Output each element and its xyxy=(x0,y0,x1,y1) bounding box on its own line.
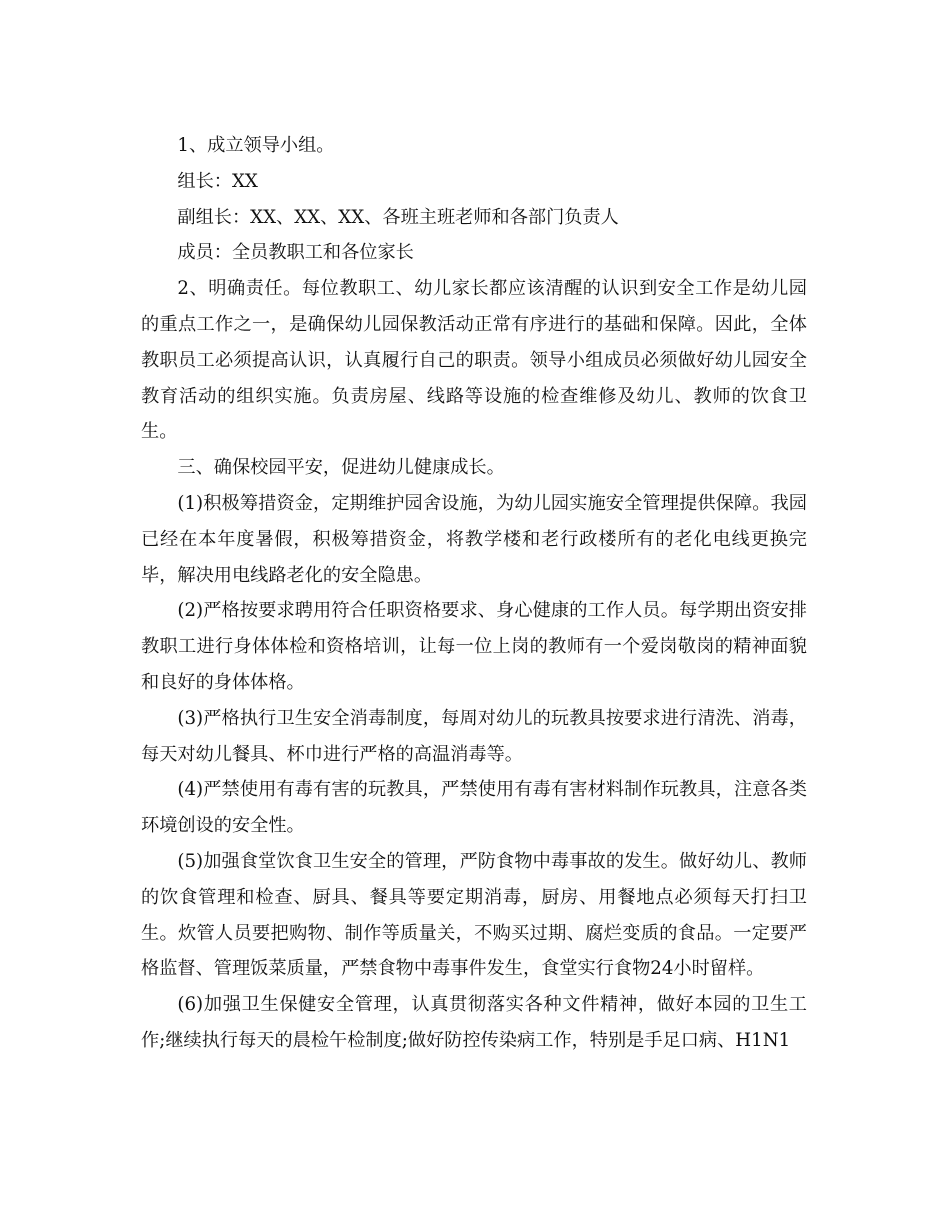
paragraph-item-4: (4)严禁使用有毒有害的玩教具，严禁使用有毒有害材料制作玩教具，注意各类环境创设的安全性。 xyxy=(141,779,807,837)
document-body xyxy=(141,128,807,1059)
paragraph-heading-1: 1、成立领导小组。 xyxy=(177,135,335,156)
paragraph-section-3: 三、确保校园平安，促进幼儿健康成长。 xyxy=(177,457,505,479)
paragraph-responsibility: 2、明确责任。每位教职工、幼儿家长都应该清醒的认识到安全工作是幼儿园的重点工作之一，是确保幼儿园保教活动正常有序进行的基础和保障。因此，全体教职员工必须提高认识，认真履行自己的职责。领导小组成员必须做好幼儿园安全教育活动的组织实施。负责房屋、线路等设施的检查维修及幼儿、教师的饮食卫生。 xyxy=(141,278,807,443)
paragraph-item-1: (1)积极筹措资金，定期维护园舍设施，为幼儿园实施安全管理提供保障。我园已经在本年度暑假，积极筹措资金，将教学楼和老行政楼所有的老化电线更换完毕，解决用电线路老化的安全隐患。 xyxy=(141,492,807,586)
paragraph-item-6: (6)加强卫生保健安全管理，认真贯彻落实各种文件精神，做好本园的卫生工作;继续执行每天的晨检午检制度;做好防控传染病工作，特别是手足口病、H1N1 xyxy=(141,994,807,1051)
paragraph-item-5: (5)加强食堂饮食卫生安全的管理，严防食物中毒事故的发生。做好幼儿、教师的饮食管理和检查、厨具、餐具等要定期消毒，厨房、用餐地点必须每天打扫卫生。炊管人员要把购物、制作等质量关，不购买过期、腐烂变质的食品。一定要严格监督、管理饭菜质量，严禁食物中毒事件发生，食堂实行食物24小时留样。 xyxy=(141,850,807,980)
paragraph-members: 成员：全员教职工和各位家长 xyxy=(177,242,414,264)
paragraph-group-leader: 组长：XX xyxy=(177,170,258,192)
paragraph-deputy-leader: 副组长：XX、XX、XX、各班主班老师和各部门负责人 xyxy=(177,206,619,228)
paragraph-item-2: (2)严格按要求聘用符合任职资格要求、身心健康的工作人员。每学期出资安排教职工进行身体体检和资格培训，让每一位上岗的教师有一个爱岗敬岗的精神面貌和良好的身体体格。 xyxy=(141,600,807,693)
paragraph-item-3: (3)严格执行卫生安全消毒制度，每周对幼儿的玩教具按要求进行清洗、消毒，每天对幼儿餐具、杯巾进行严格的高温消毒等。 xyxy=(141,707,807,765)
